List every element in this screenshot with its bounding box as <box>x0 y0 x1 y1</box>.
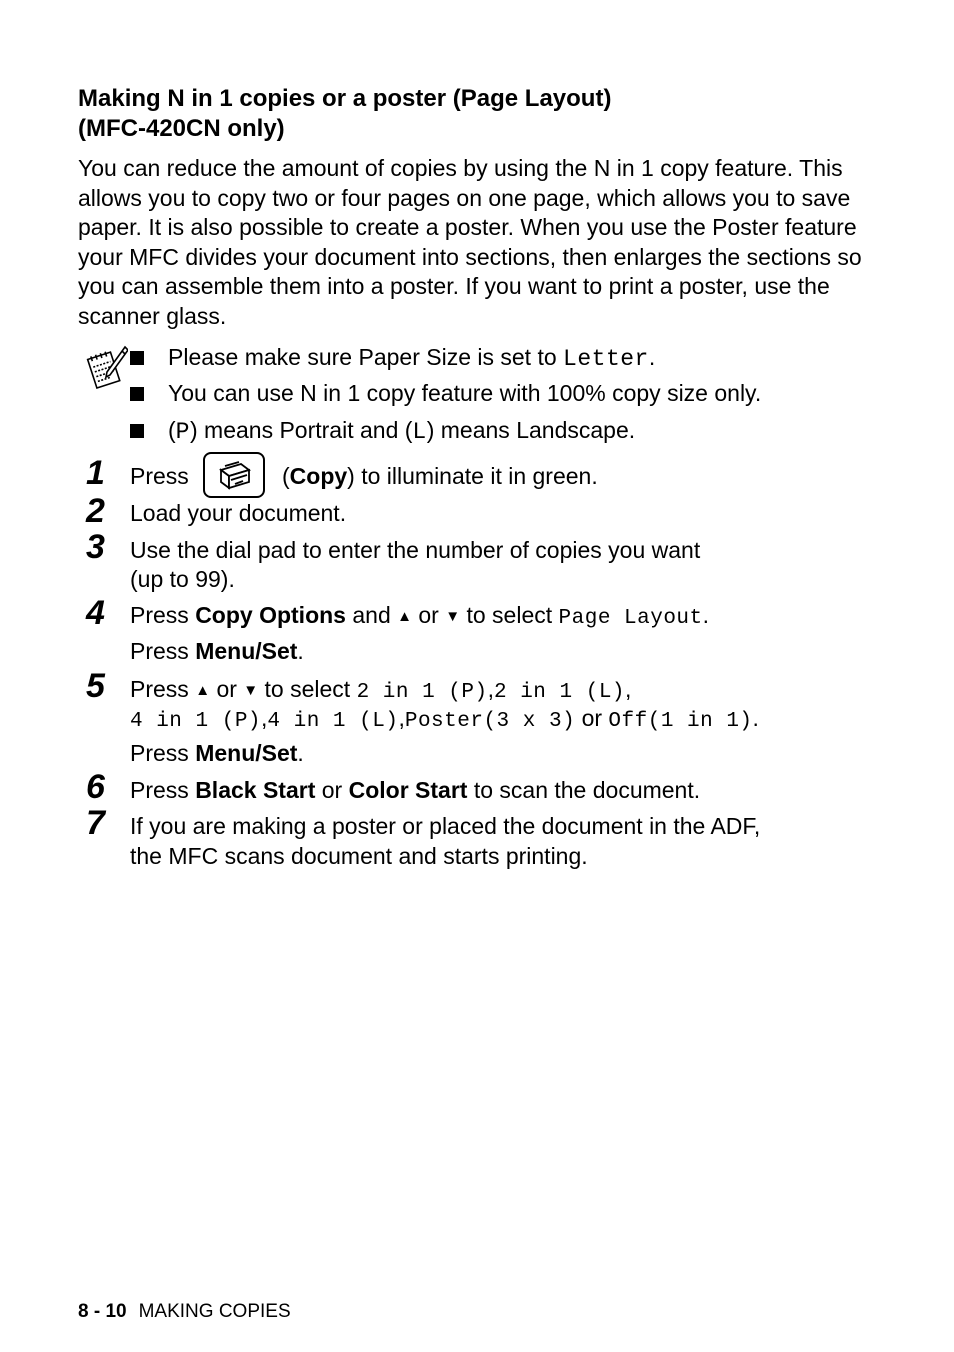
step-number-3: 3 <box>86 528 105 566</box>
section-heading <box>78 84 838 144</box>
period: . <box>702 602 710 628</box>
step-4-line-2 <box>130 637 304 666</box>
or-text: or <box>418 602 439 628</box>
page-number: 8 - 10 <box>78 1301 127 1322</box>
lcd-text-p: P <box>175 419 190 445</box>
step-3-line-1: Use the dial pad to enter the number of copies you want <box>130 537 701 563</box>
down-arrow-icon: ▼ <box>445 608 461 625</box>
note-text-end: ) means Landscape. <box>426 417 636 443</box>
black-start-key-label: Black Start <box>195 777 316 803</box>
period: . <box>297 638 304 664</box>
step-7-line-2: the MFC scans document and starts printing. <box>130 843 588 869</box>
menu-set-key-label: Menu/Set <box>195 638 298 664</box>
step-6-text <box>130 776 700 805</box>
comma: , <box>398 705 405 731</box>
note-text: Please make sure Paper Size is set to <box>168 344 564 370</box>
comma: , <box>261 705 268 731</box>
paren: ( <box>282 463 290 489</box>
copy-options-key-label: Copy Options <box>195 602 346 628</box>
lcd-text-page-layout: Page Layout <box>558 607 703 630</box>
press-text: Press <box>130 777 189 803</box>
note-period: . <box>648 344 656 370</box>
lcd-option-4in1-l: 4 in 1 (L) <box>267 710 399 733</box>
bullet-square <box>130 387 144 401</box>
lcd-text-letter: Letter <box>563 346 649 372</box>
or-text: or <box>581 705 603 731</box>
down-arrow-icon: ▼ <box>243 682 259 699</box>
step-5-line-1 <box>130 675 631 707</box>
press-text: Press <box>130 602 189 628</box>
step-5-line-3 <box>130 739 304 768</box>
page-footer <box>78 1300 291 1324</box>
bullet-square <box>130 351 144 365</box>
step-number-1: 1 <box>86 454 105 492</box>
step-2-text: Load your document. <box>130 500 347 526</box>
copy-key-icon <box>203 452 265 498</box>
lcd-option-off: Off(1 in 1) <box>608 710 753 733</box>
chapter-title: MAKING COPIES <box>138 1301 291 1322</box>
color-start-key-label: Color Start <box>348 777 468 803</box>
or-text: or <box>216 676 237 702</box>
step-7-line-1: If you are making a poster or placed the document in the ADF, <box>130 813 761 839</box>
period: . <box>752 705 759 731</box>
step-1-copy-text <box>282 462 598 491</box>
step-number-4: 4 <box>86 594 105 632</box>
to-select-text: to select <box>466 602 553 628</box>
step-1-press: Press <box>130 463 189 489</box>
copy-key-label: Copy <box>289 463 348 489</box>
step-6-rest: to scan the document. <box>473 777 701 803</box>
lcd-option-2in1-l: 2 in 1 (L) <box>494 681 626 704</box>
intro-paragraph: You can reduce the amount of copies by using the N in 1 copy feature. This allows you to copy two or four pages on one page, which allows you to save paper. It is also possible to create a poster. When you use the Poster feature your MFC divides your document into sections, then enlarges the sections so you can assemble them into a poster. If you want to print a poster, use the scanner glass. <box>78 155 862 329</box>
comma: , <box>487 676 494 702</box>
heading-line-1: Making N in 1 copies or a poster (Page Layout) <box>78 85 612 112</box>
step-5-line-2 <box>130 704 759 736</box>
step-1-rest: ) to illuminate it in green. <box>347 463 598 489</box>
step-number-5: 5 <box>86 667 105 705</box>
press-text: Press <box>130 638 189 664</box>
lcd-text-l: L <box>412 419 427 445</box>
note-text: You can use N in 1 copy feature with 100% copy size only. <box>168 380 762 406</box>
lcd-option-2in1-p: 2 in 1 (P) <box>356 681 488 704</box>
period: . <box>297 740 304 766</box>
step-number-6: 6 <box>86 768 105 806</box>
notepad-pencil-icon <box>84 345 128 391</box>
note-text: ) means Portrait and ( <box>189 417 413 443</box>
bullet-square <box>130 424 144 438</box>
lcd-option-poster: Poster(3 x 3) <box>404 710 576 733</box>
lcd-option-4in1-p: 4 in 1 (P) <box>130 710 262 733</box>
up-arrow-icon: ▲ <box>195 682 211 699</box>
note-paren: ( <box>168 417 176 443</box>
or-text: or <box>321 777 343 803</box>
step-number-2: 2 <box>86 492 105 530</box>
step-number-7: 7 <box>86 804 105 842</box>
press-text: Press <box>130 676 189 702</box>
press-text: Press <box>130 740 189 766</box>
to-select-text: to select <box>264 676 351 702</box>
up-arrow-icon: ▲ <box>397 608 412 625</box>
menu-set-key-label: Menu/Set <box>195 740 298 766</box>
and-text: and <box>352 602 391 628</box>
comma: , <box>625 676 632 702</box>
step-4-line-1 <box>130 601 709 633</box>
step-3-line-2: (up to 99). <box>130 566 235 592</box>
heading-line-2: (MFC-420CN only) <box>78 115 285 142</box>
